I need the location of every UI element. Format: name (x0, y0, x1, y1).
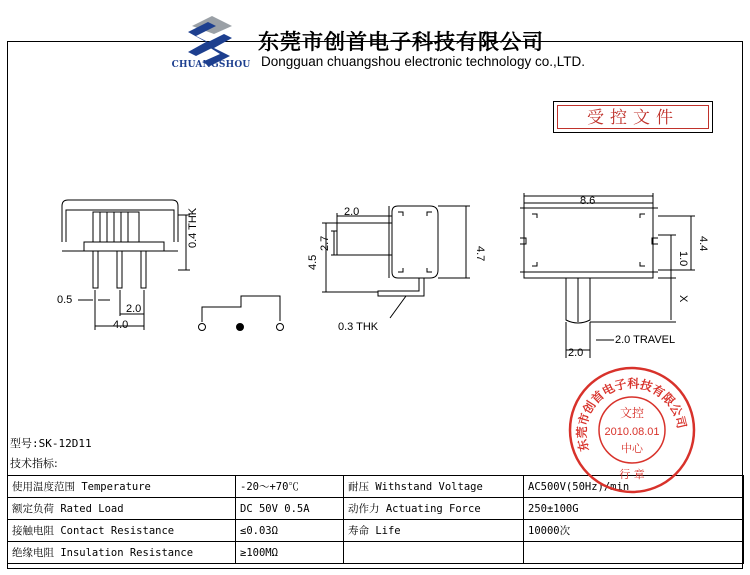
stamp-bottom-text: 行 章 (619, 468, 645, 481)
spec-name: 绝缘电阻 Insulation Resistance (8, 542, 236, 564)
company-stamp (567, 365, 697, 495)
spec-value (524, 542, 744, 564)
spec-value: 10000次 (524, 520, 744, 542)
spec-name (344, 542, 524, 564)
dim-2-0-top: 2.0 (568, 347, 584, 359)
spec-value: AC500V(50Hz)/min (524, 476, 744, 498)
dim-2-7: 2.7 (319, 235, 331, 251)
dim-1-0: 1.0 (677, 251, 689, 267)
model-number: 型号:SK-12D11 (10, 437, 92, 450)
table-row (8, 498, 744, 520)
dim-0-4-thk: 0.4 THK (187, 207, 199, 248)
dim-2-0-front: 2.0 (126, 303, 142, 315)
dim-4-5: 4.5 (307, 254, 319, 270)
dim-0-5: 0.5 (57, 294, 73, 306)
dim-travel: 2.0 TRAVEL (615, 334, 676, 346)
spec-name: 使用温度范围 Temperature (8, 476, 236, 498)
controlled-document-label: 受控文件 (557, 105, 709, 129)
dim-0-3-thk: 0.3 THK (338, 321, 379, 333)
dim-2-0-side: 2.0 (344, 206, 360, 218)
logo-text: CHUANGSHOU (171, 60, 251, 70)
side-view (322, 206, 470, 318)
spec-name: 接触电阻 Contact Resistance (8, 520, 236, 542)
spec-value: -20～+70℃ (236, 476, 344, 498)
spec-name: 寿命 Life (344, 520, 524, 542)
spec-value: ≥100MΩ (236, 542, 344, 564)
spec-title: 技术指标: (10, 457, 58, 470)
stamp-ring-text: 东莞市创首电子科技有限公司 (574, 376, 689, 453)
table-row (8, 520, 744, 542)
switch-schematic (199, 296, 284, 331)
dim-4-7: 4.7 (474, 246, 486, 262)
spec-value: 250±100G (524, 498, 744, 520)
dim-4-0: 4.0 (113, 319, 129, 331)
stamp-center-text: 中心 (621, 442, 643, 455)
company-name-en: Dongguan chuangshou electronic technology co.,LTD. (261, 54, 585, 69)
spec-value: DC 50V 0.5A (236, 498, 344, 520)
dim-8-6: 8.6 (580, 195, 596, 207)
spec-name: 耐压 Withstand Voltage (344, 476, 524, 498)
stamp-date: 2010.08.01 (604, 426, 660, 438)
dim-4-4: 4.4 (697, 236, 709, 252)
stamp-top-text: 文控 (619, 406, 645, 420)
company-name-cn: 东莞市创首电子科技有限公司 (258, 30, 544, 54)
dim-x: X (677, 295, 689, 303)
spec-value: ≤0.03Ω (236, 520, 344, 542)
spec-name: 额定负荷 Rated Load (8, 498, 236, 520)
spec-name: 动作力 Actuating Force (344, 498, 524, 520)
table-row (8, 542, 744, 564)
